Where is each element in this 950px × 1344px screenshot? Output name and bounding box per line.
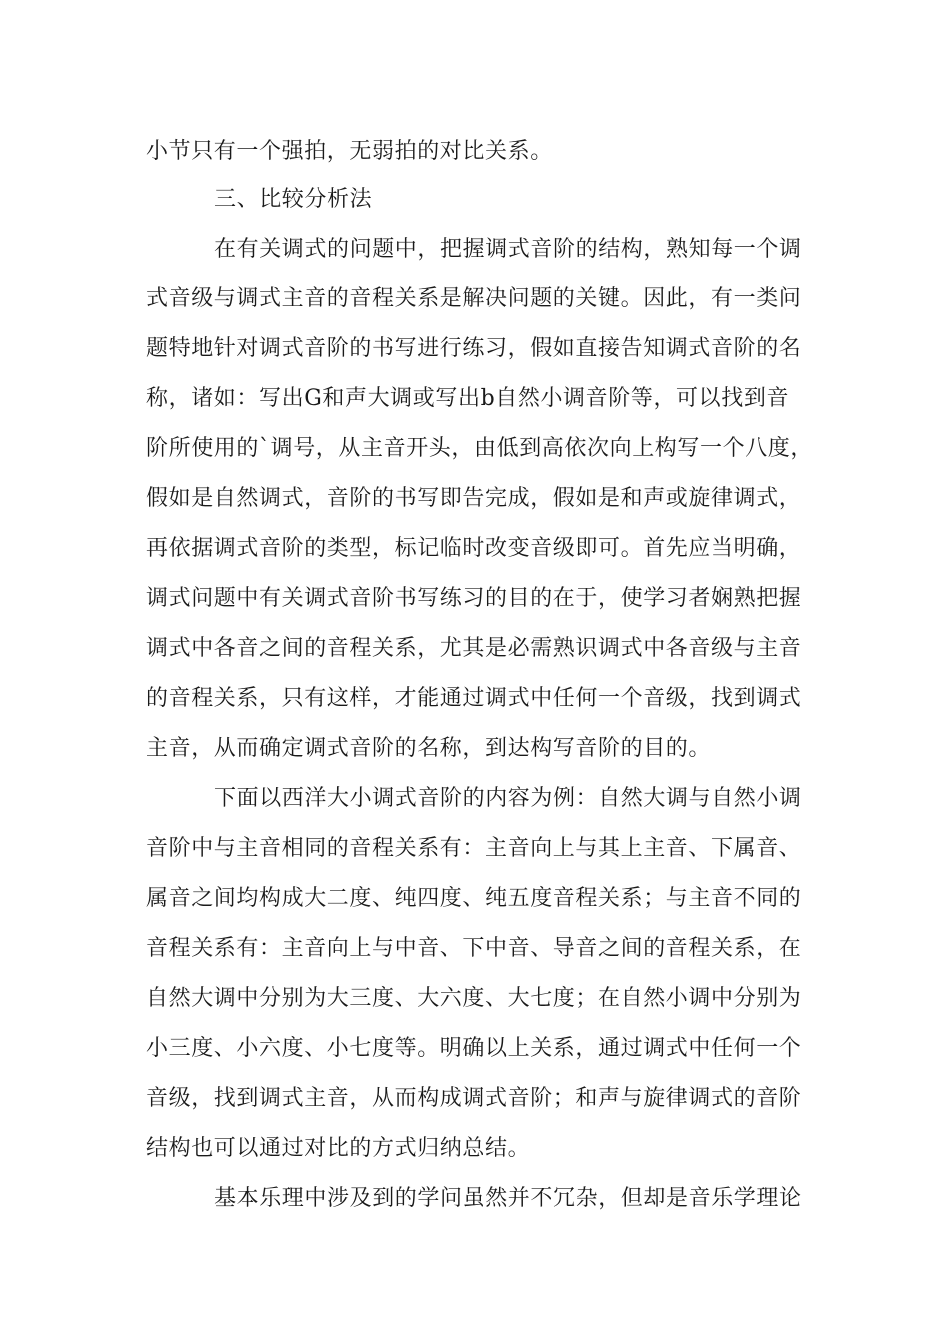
paragraph-line: 小三度、小六度、小七度等。明确以上关系，通过调式中任何一个 bbox=[146, 1036, 802, 1061]
paragraph-line: 再依据调式音阶的类型，标记临时改变音级即可。首先应当明确， bbox=[146, 536, 802, 561]
paragraph-line: 基本乐理中涉及到的学问虽然并不冗杂，但却是音乐学理论 bbox=[214, 1186, 802, 1211]
paragraph-line: 自然大调中分别为大三度、大六度、大七度；在自然小调中分别为 bbox=[146, 986, 802, 1011]
paragraph-line: 结构也可以通过对比的方式归纳总结。 bbox=[146, 1136, 531, 1161]
paragraph-line: 称，诸如：写出G和声大调或写出b自然小调音阶等，可以找到音 bbox=[146, 386, 790, 411]
paragraph-line: 音级，找到调式主音，从而构成调式音阶；和声与旋律调式的音阶 bbox=[146, 1086, 802, 1111]
paragraph-line: 在有关调式的问题中，把握调式音阶的结构，熟知每一个调 bbox=[214, 237, 802, 262]
paragraph-line: 调式问题中有关调式音阶书写练习的目的在于，使学习者娴熟把握 bbox=[146, 586, 802, 611]
section-heading: 三、比较分析法 bbox=[214, 187, 373, 212]
paragraph-line: 音程关系有：主音向上与中音、下中音、导音之间的音程关系，在 bbox=[146, 936, 802, 961]
paragraph-line: 下面以西洋大小调式音阶的内容为例：自然大调与自然小调 bbox=[214, 786, 802, 811]
paragraph-line: 调式中各音之间的音程关系，尤其是必需熟识调式中各音级与主音 bbox=[146, 636, 802, 661]
paragraph-line: 的音程关系，只有这样，才能通过调式中任何一个音级，找到调式 bbox=[146, 686, 802, 711]
paragraph-line: 假如是自然调式，音阶的书写即告完成，假如是和声或旋律调式， bbox=[146, 486, 802, 511]
paragraph-line: 小节只有一个强拍，无弱拍的对比关系。 bbox=[146, 139, 553, 164]
paragraph-line: 主音，从而确定调式音阶的名称，到达构写音阶的目的。 bbox=[146, 736, 712, 761]
paragraph-line: 式音级与调式主音的音程关系是解决问题的关键。因此，有一类问 bbox=[146, 286, 802, 311]
paragraph-line: 音阶中与主音相同的音程关系有：主音向上与其上主音、下属音、 bbox=[146, 836, 802, 861]
paragraph-line: 属音之间均构成大二度、纯四度、纯五度音程关系；与主音不同的 bbox=[146, 886, 802, 911]
paragraph-line: 题特地针对调式音阶的书写进行练习，假如直接告知调式音阶的名 bbox=[146, 336, 802, 361]
paragraph-line: 阶所使用的`调号，从主音开头，由低到高依次向上构写一个八度， bbox=[146, 436, 814, 461]
